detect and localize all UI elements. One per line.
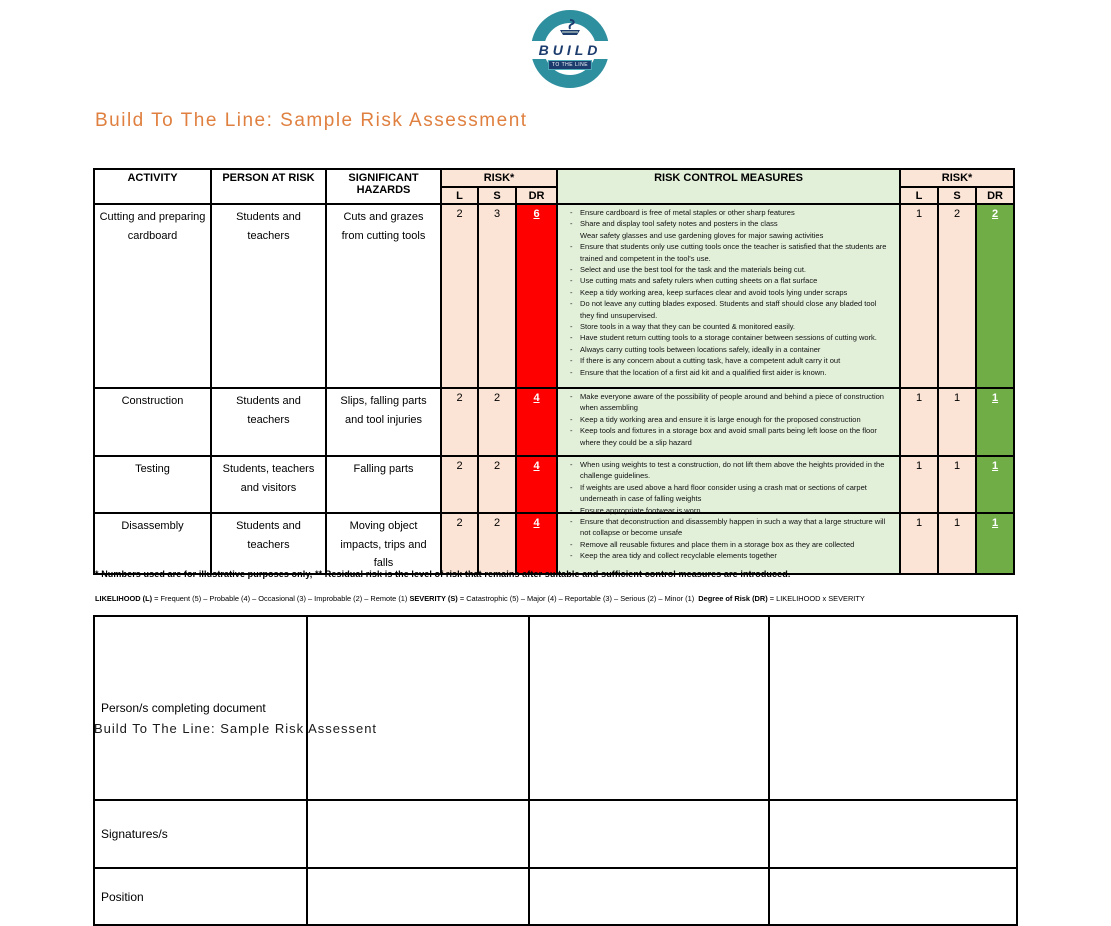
bullet-dash: -: [570, 344, 573, 354]
signoff-label: Position: [94, 868, 307, 925]
legend-term: SEVERITY (S): [409, 594, 458, 603]
col-header-residual-risk: RISK*: [900, 169, 1014, 187]
residual-likelihood-cell: 1: [900, 204, 938, 388]
bullet-dash: -: [570, 460, 573, 469]
measure-text: Wear safety glasses and use gardening gloves for major sawing activities: [580, 230, 824, 240]
measure-item: [558, 391, 897, 414]
person-at-risk-cell: Students and teachers: [211, 204, 326, 388]
measures-list: [558, 459, 897, 515]
signoff-row: [94, 868, 1017, 925]
severity-cell: 2: [478, 388, 516, 456]
build-to-the-line-logo: [531, 10, 609, 88]
bullet-dash: -: [570, 299, 573, 309]
measure-item: [558, 516, 897, 539]
measure-item: [558, 218, 897, 229]
residual-degree-of-risk-cell: [976, 513, 1014, 574]
bullet-dash: -: [570, 414, 573, 424]
measure-item: [558, 355, 897, 366]
signoff-empty-cell: [529, 616, 769, 800]
signoff-row: [94, 616, 1017, 800]
subheader-residual-severity: S: [938, 187, 976, 204]
severity-cell: 3: [478, 204, 516, 388]
residual-severity-cell: 1: [938, 513, 976, 574]
bullet-dash: -: [570, 551, 573, 561]
measure-text: Ensure appropriate footwear is worn: [580, 505, 701, 515]
bullet-dash: -: [570, 505, 573, 515]
col-header-person-at-risk: PERSON AT RISK: [211, 169, 326, 204]
measure-text: If weights are used above a hard floor consider using a crash mat or sections of carpet underneath in case of falling weights: [580, 482, 867, 504]
risk-row: [94, 204, 1014, 388]
logo-band: [526, 41, 614, 59]
measures-list: [558, 516, 897, 562]
degree-of-risk-cell: [516, 204, 557, 388]
bullet-dash: -: [570, 426, 573, 436]
measure-text: When using weights to test a construction, do not lift them above the heights provided in the challenge guidelines.: [580, 460, 885, 481]
measure-item: [558, 298, 897, 321]
signoff-label: Signatures/s: [94, 800, 307, 868]
signoff-empty-cell: [307, 800, 529, 868]
signoff-empty-cell: [769, 616, 1017, 800]
measure-text: Remove all reusable fixtures and place them in a storage box as they are collected: [580, 539, 855, 549]
subheader-likelihood: L: [441, 187, 478, 204]
signoff-row: [94, 800, 1017, 868]
signoff-empty-cell: [307, 616, 529, 800]
signoff-empty-cell: [769, 800, 1017, 868]
control-measures-cell: [557, 204, 900, 388]
hazards-cell: Slips, falling parts and tool injuries: [326, 388, 441, 456]
col-header-significant-hazards: SIGNIFICANT HAZARDS: [326, 169, 441, 204]
measure-item: [558, 275, 897, 286]
signoff-body: [94, 616, 1017, 925]
residual-degree-of-risk-cell: [976, 388, 1014, 456]
signoff-label: Person/s completing document: [94, 616, 307, 800]
legend-text: = LIKELIHOOD x SEVERITY: [767, 594, 865, 603]
bullet-dash: -: [570, 367, 573, 377]
bullet-dash: -: [570, 333, 573, 343]
trowel-icon: [555, 19, 585, 41]
residual-likelihood-cell: 1: [900, 513, 938, 574]
legend-text: = Frequent (5) – Probable (4) – Occasional (3) – Improbable (2) – Remote (1): [152, 594, 410, 603]
measures-list: [558, 391, 897, 448]
risk-table-body: [94, 204, 1014, 574]
bullet-dash: -: [570, 539, 573, 549]
legend-line: [95, 594, 865, 603]
bullet-dash: -: [570, 208, 573, 217]
logo-brand-text: BUILD: [538, 42, 602, 58]
degree-value: 4: [533, 460, 540, 472]
legend-text: = Catastrophic (5) – Major (4) – Reportable (3) – Serious (2) – Minor (1): [457, 594, 699, 603]
subheader-degree: DR: [516, 187, 557, 204]
degree-value: 2: [991, 208, 999, 220]
bullet-dash: -: [570, 219, 573, 229]
measure-item: [558, 332, 897, 343]
measure-item: [558, 550, 897, 561]
measure-item: [558, 230, 897, 241]
risk-row: [94, 388, 1014, 456]
residual-severity-cell: 2: [938, 204, 976, 388]
legend-term: LIKELIHOOD (L): [95, 594, 153, 603]
degree-value: 6: [533, 208, 540, 220]
measure-item: [558, 344, 897, 355]
bullet-dash: -: [570, 482, 573, 492]
bullet-dash: -: [570, 517, 573, 526]
bullet-dash: -: [570, 242, 573, 252]
measures-list: [558, 207, 897, 378]
degree-value: 4: [533, 392, 540, 404]
legend-term: Degree of Risk (DR): [698, 594, 768, 603]
measure-text: Ensure that deconstruction and disassembly happen in such a way that a large structure will not collapse or become unsafe: [580, 517, 886, 538]
page-title: Build To The Line: Sample Risk Assessment: [95, 110, 528, 131]
degree-value: 1: [991, 392, 999, 404]
risk-row: [94, 456, 1014, 513]
measure-text: Ensure that students only use cutting tools once the teacher is satisfied that the students are trained and competent in the tool's use.: [580, 242, 887, 263]
measure-text: Keep tools and fixtures in a storage box and avoid small parts being left loose on the floor where they could be a slip hazard: [580, 426, 877, 447]
bullet-dash: [558, 230, 580, 241]
measure-item: [558, 414, 897, 425]
severity-cell: 2: [478, 456, 516, 513]
likelihood-cell: 2: [441, 388, 478, 456]
bullet-dash: -: [570, 276, 573, 286]
measure-text: Ensure that the location of a first aid kit and a qualified first aider is known.: [580, 367, 827, 377]
signoff-empty-cell: [529, 868, 769, 925]
measure-item: [558, 321, 897, 332]
measure-item: [558, 425, 897, 448]
residual-degree-of-risk-cell: [976, 204, 1014, 388]
footnote: * Numbers used are for illustrative purposes only, ** Residual risk is the level of risk that remains after suitable and sufficient control measures are introduced.: [95, 569, 791, 579]
header-row-1: [94, 169, 1014, 187]
bullet-dash: -: [570, 322, 573, 332]
measure-text: Have student return cutting tools to a storage container between sessions of cutting work.: [580, 333, 877, 343]
logo-tagline: TO THE LINE: [548, 60, 592, 70]
col-header-risk-control-measures: RISK CONTROL MEASURES: [557, 169, 900, 204]
bullet-dash: -: [570, 392, 573, 401]
person-at-risk-cell: Students and teachers: [211, 388, 326, 456]
control-measures-cell: [557, 456, 900, 513]
activity-cell: Disassembly: [94, 513, 211, 574]
degree-of-risk-cell: [516, 513, 557, 574]
signoff-empty-cell: [307, 868, 529, 925]
measure-item: [558, 459, 897, 482]
page-footer: Build To The Line: Sample Risk Assessent: [94, 721, 378, 736]
measure-item: [558, 287, 897, 298]
control-measures-cell: [557, 513, 900, 574]
activity-cell: Testing: [94, 456, 211, 513]
measure-text: Select and use the best tool for the task and the materials being cut.: [580, 265, 807, 275]
measure-item: [558, 482, 897, 505]
measure-text: If there is any concern about a cutting task, have a competent adult carry it out: [580, 356, 841, 366]
measure-text: Keep the area tidy and collect recyclable elements together: [580, 551, 777, 561]
degree-of-risk-cell: [516, 388, 557, 456]
measure-item: [558, 539, 897, 550]
measure-item: [558, 264, 897, 275]
residual-severity-cell: 1: [938, 456, 976, 513]
measure-text: Do not leave any cutting blades exposed. Students and staff should close any bladed tool they find unsupervised.: [580, 299, 877, 320]
degree-value: 1: [991, 517, 999, 529]
measure-text: Keep a tidy working area, keep surfaces clear and avoid tools lying under scraps: [580, 287, 848, 297]
bullet-dash: -: [570, 265, 573, 275]
person-at-risk-cell: Students and teachers: [211, 513, 326, 574]
risk-assessment-table: [93, 168, 1015, 575]
residual-likelihood-cell: 1: [900, 388, 938, 456]
measure-item: [558, 207, 897, 218]
measure-text: Use cutting mats and safety rulers when cutting sheets on a flat surface: [580, 276, 818, 286]
measure-text: Store tools in a way that they can be counted & monitored easily.: [580, 322, 796, 332]
residual-likelihood-cell: 1: [900, 456, 938, 513]
person-at-risk-cell: Students, teachers and visitors: [211, 456, 326, 513]
signoff-empty-cell: [769, 868, 1017, 925]
risk-row: [94, 513, 1014, 574]
measure-text: Keep a tidy working area and ensure it is large enough for the proposed construction: [580, 414, 861, 424]
residual-severity-cell: 1: [938, 388, 976, 456]
bullet-dash: -: [570, 356, 573, 366]
degree-value: 4: [533, 517, 540, 529]
severity-cell: 2: [478, 513, 516, 574]
likelihood-cell: 2: [441, 204, 478, 388]
measure-text: Make everyone aware of the possibility of people around and behind a piece of construction when assembling: [580, 392, 884, 413]
hazards-cell: Cuts and grazes from cutting tools: [326, 204, 441, 388]
subheader-severity: S: [478, 187, 516, 204]
hazards-cell: Falling parts: [326, 456, 441, 513]
activity-cell: Construction: [94, 388, 211, 456]
measure-item: [558, 505, 897, 516]
residual-degree-of-risk-cell: [976, 456, 1014, 513]
col-header-activity: ACTIVITY: [94, 169, 211, 204]
measure-text: Share and display tool safety notes and posters in the class: [580, 219, 778, 229]
degree-value: 1: [991, 460, 999, 472]
subheader-residual-degree: DR: [976, 187, 1014, 204]
bullet-dash: -: [570, 287, 573, 297]
hazards-cell: Moving object impacts, trips and falls: [326, 513, 441, 574]
measure-item: [558, 241, 897, 264]
signoff-empty-cell: [529, 800, 769, 868]
activity-cell: Cutting and preparing cardboard: [94, 204, 211, 388]
likelihood-cell: 2: [441, 456, 478, 513]
degree-of-risk-cell: [516, 456, 557, 513]
col-header-risk: RISK*: [441, 169, 557, 187]
likelihood-cell: 2: [441, 513, 478, 574]
measure-item: [558, 367, 897, 378]
control-measures-cell: [557, 388, 900, 456]
measure-text: Ensure cardboard is free of metal staples or other sharp features: [580, 208, 795, 217]
signoff-table: [93, 615, 1018, 926]
measure-text: Always carry cutting tools between locations safely, ideally in a container: [580, 344, 821, 354]
subheader-residual-likelihood: L: [900, 187, 938, 204]
